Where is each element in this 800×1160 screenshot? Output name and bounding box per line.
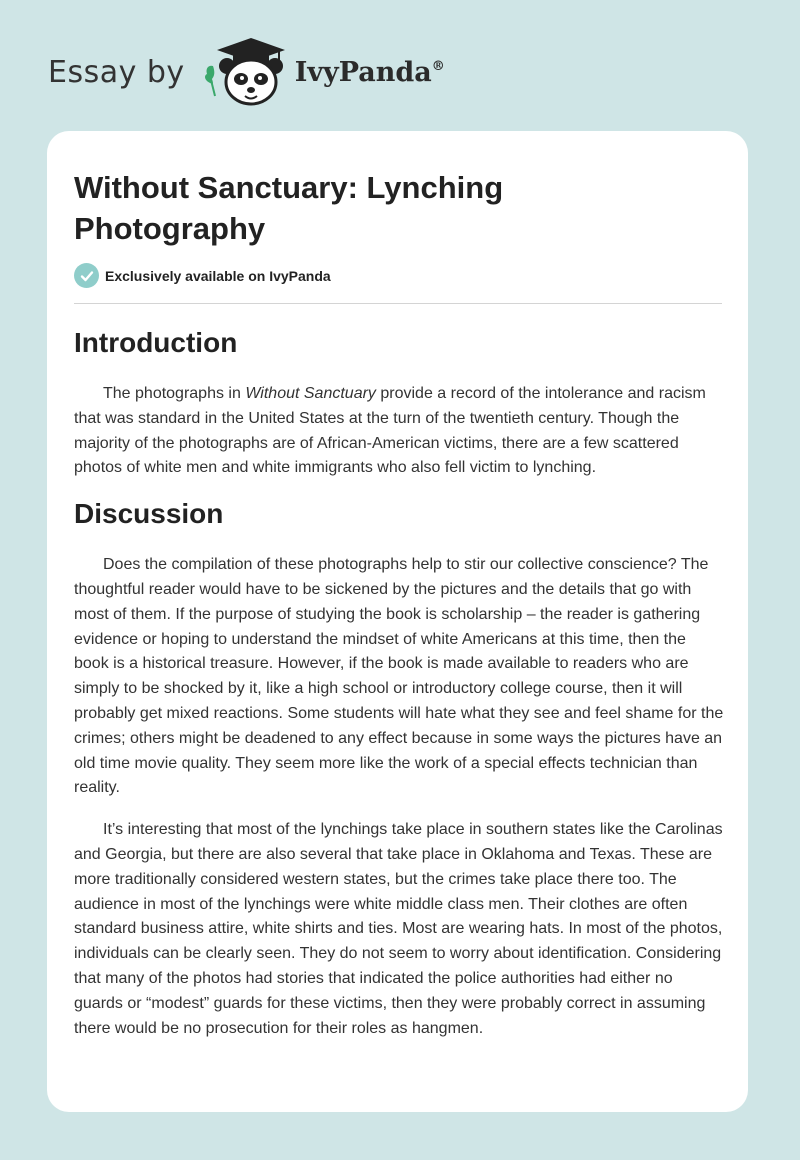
panda-graduate-logo-icon[interactable]: [199, 36, 291, 108]
paragraph-discussion-1: Does the compilation of these photographs help to stir our collective conscience? The thoughtful reader would have to be sickened by the pictures and the details that go with most of them. If the purpose of studying the book is scholarship – the reader is gathering evidence or hoping to understand the mindset of white Americans at this time, then the book is a historical treasure. However, if the book is made available to readers who are simply to be shocked by it, like a high school or introductory college course, then it will probably get mixed reactions. Some students will hate what they see and feel shame for the crimes; others might be deadened to any effect because in some ways the pictures have an old time movie quality. They seem more like the work of a special effects technician than reality.: [74, 556, 724, 797]
brand-name[interactable]: IvyPanda®: [294, 56, 445, 88]
site-header: [48, 36, 445, 108]
section-heading-introduction: Introduction: [74, 327, 238, 358]
exclusive-badge: [74, 263, 331, 288]
section-heading-discussion: Discussion: [74, 498, 224, 530]
essay-by-label: Essay by: [48, 54, 185, 90]
page-title: Without Sanctuary: Lynching Photography: [74, 170, 504, 246]
badge-label: Exclusively available on IvyPanda: [105, 267, 331, 284]
book-title-emphasis: Without Sanctuary: [245, 385, 376, 402]
divider: [74, 303, 722, 304]
registered-mark: ®: [431, 58, 445, 74]
article-body: [74, 321, 724, 1041]
article-card: [47, 131, 748, 1112]
paragraph-introduction: The photographs in Without Sanctuary provide a record of the intolerance and racism that was standard in the United States at the turn of the twentieth century. Though the majority of the photographs are of African-American victims, there are a few scattered photos of white men and white immigrants who also fell victim to lynching.: [74, 385, 706, 477]
check-icon: [74, 263, 99, 288]
paragraph-discussion-2: It’s interesting that most of the lynchings take place in southern states like the Carolinas and Georgia, but there are also several that take place in Oklahoma and Texas. These are more traditionally considered western states, but the crimes take place there too. The audience in most of the lynchings were white middle class men. Their clothes are often standard business attire, white shirts and ties. Most are wearing hats. In most of the photos, individuals can be clearly seen. They do not seem to worry about identification. Considering that many of the photos had stories that indicated the police authorities had either no guards or “modest” guards for these victims, then they were probably correct in assuming there would be no prosecution for their roles as hangmen.: [74, 821, 723, 1037]
